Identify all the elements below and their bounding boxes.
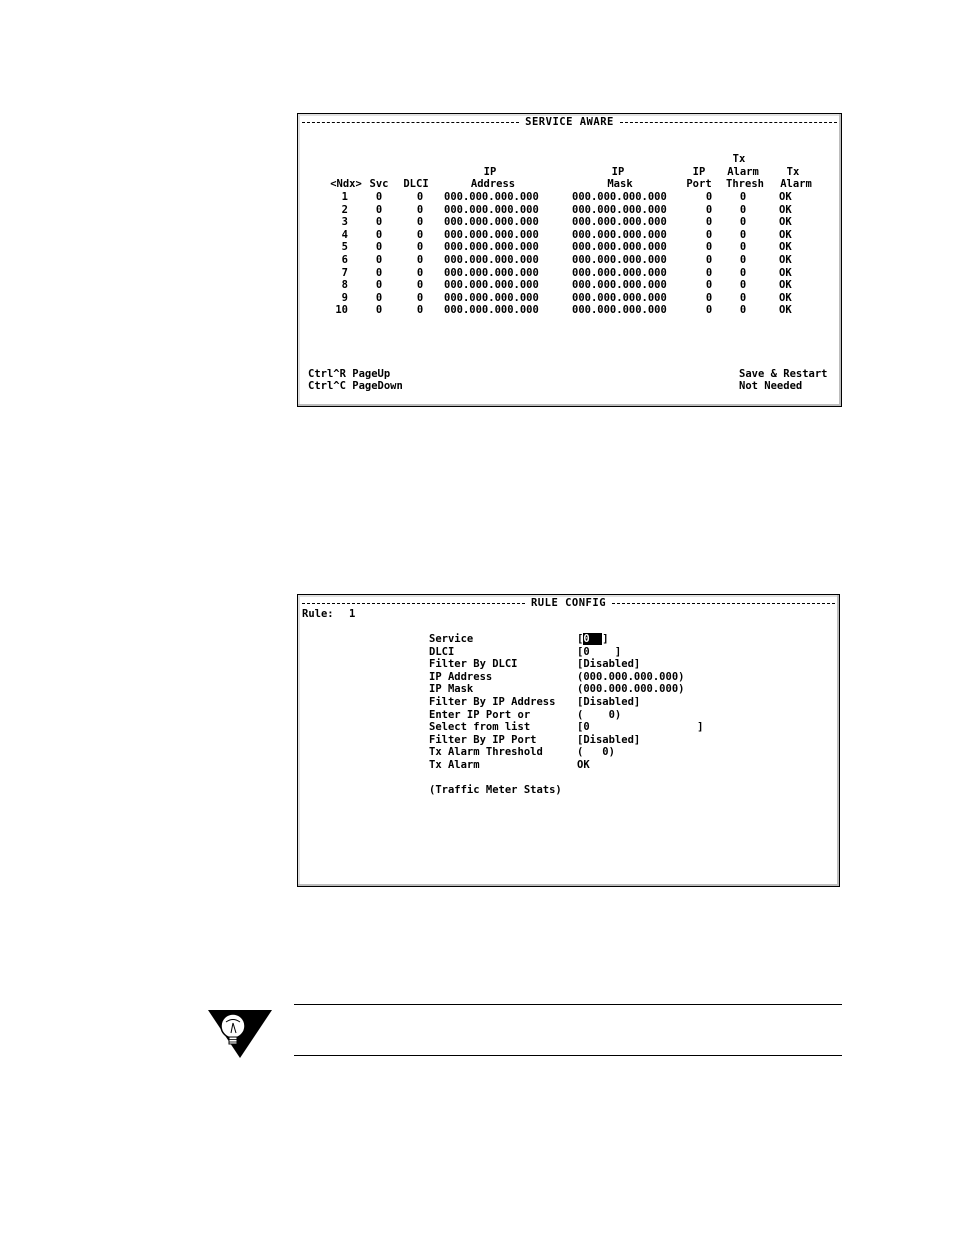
cell-dlci: 0: [416, 279, 424, 292]
cell-ip-mask: 000.000.000.000: [572, 304, 667, 317]
header-tx-alarm-1: Tx: [786, 166, 800, 178]
cell-ip-mask: 000.000.000.000: [572, 279, 667, 292]
cell-ip-mask: 000.000.000.000: [572, 241, 667, 254]
config-field-value[interactable]: (000.000.000.000): [577, 670, 685, 683]
config-field-value[interactable]: ( 0): [577, 708, 622, 721]
cell-tx-alarm: OK: [779, 304, 792, 317]
cell-svc: 0: [375, 279, 383, 292]
header-svc: Svc: [369, 178, 389, 190]
header-ip-mask-1: IP: [611, 166, 625, 178]
cell-ip-mask: 000.000.000.000: [572, 191, 667, 203]
cell-ip-port: 0: [705, 228, 713, 241]
save-restart-status: Not Needed: [739, 380, 803, 392]
config-field-label: Service: [429, 633, 474, 645]
note-top-rule: [294, 1004, 842, 1005]
rule-number: 1: [349, 608, 356, 620]
cell-ndx: 10: [335, 304, 348, 317]
cell-alarm-thresh: 0: [739, 291, 747, 304]
cell-ip-mask: 000.000.000.000: [572, 266, 667, 279]
cell-ip-address: 000.000.000.000: [444, 228, 539, 241]
service-aware-title-bar: [302, 115, 837, 129]
config-field-label: IP Address: [429, 670, 493, 683]
cell-svc: 0: [375, 228, 383, 241]
cell-tx-alarm: OK: [779, 216, 792, 229]
rule-config-title-bar: [302, 596, 835, 610]
config-field-value[interactable]: [Disabled]: [577, 733, 641, 746]
page-up-hint: Ctrl^R PageUp: [308, 368, 391, 380]
cell-ip-address: 000.000.000.000: [444, 254, 539, 266]
config-field-label: Enter IP Port or: [429, 708, 531, 721]
cell-tx-alarm: OK: [779, 266, 792, 279]
cell-ip-mask: 000.000.000.000: [572, 216, 667, 229]
header-tx-alarm-thresh-1: Tx: [732, 153, 746, 165]
config-field-value[interactable]: [0 ]: [577, 721, 704, 734]
cell-tx-alarm: OK: [779, 241, 792, 254]
cell-dlci: 0: [416, 216, 424, 229]
config-field-label: IP Mask: [429, 683, 474, 696]
cell-ip-port: 0: [705, 304, 713, 317]
cell-tx-alarm: OK: [779, 203, 792, 216]
cell-svc: 0: [375, 266, 383, 279]
page-down-hint: Ctrl^C PageDown: [308, 380, 403, 392]
cell-ndx: 6: [341, 254, 348, 266]
config-field-label: Filter By IP Port: [429, 733, 537, 746]
cell-ip-port: 0: [705, 291, 713, 304]
header-ip-address-2: Address: [470, 178, 516, 190]
traffic-meter-stats-link[interactable]: (Traffic Meter Stats): [429, 784, 562, 796]
cell-svc: 0: [375, 304, 383, 317]
header-ip-port-1: IP: [692, 166, 706, 178]
cell-dlci: 0: [416, 203, 424, 216]
cell-alarm-thresh: 0: [739, 203, 747, 216]
service-aware-screen: [297, 113, 842, 407]
cell-alarm-thresh: 0: [739, 228, 747, 241]
cell-svc: 0: [375, 203, 383, 216]
cell-ndx: 9: [341, 291, 348, 304]
header-ndx: <Ndx>: [330, 178, 362, 190]
cell-ndx: 4: [341, 228, 348, 241]
header-tx-alarm-thresh-3: Thresh: [726, 178, 764, 190]
cell-alarm-thresh: 0: [739, 304, 747, 317]
cell-svc: 0: [375, 241, 383, 254]
cell-dlci: 0: [416, 254, 424, 266]
cell-alarm-thresh: 0: [739, 216, 747, 229]
rule-label: Rule:: [302, 608, 334, 620]
cell-tx-alarm: OK: [779, 254, 792, 266]
cell-ip-mask: 000.000.000.000: [572, 203, 667, 216]
header-tx-alarm-thresh-2: Alarm: [727, 166, 759, 178]
config-field-value[interactable]: (000.000.000.000): [577, 683, 685, 696]
cell-alarm-thresh: 0: [739, 191, 747, 203]
cell-ndx: 1: [341, 191, 348, 203]
cell-ip-port: 0: [705, 279, 713, 292]
cell-ip-mask: 000.000.000.000: [572, 291, 667, 304]
service-aware-title: SERVICE AWARE: [525, 115, 614, 128]
config-field-label: Tx Alarm Threshold: [429, 746, 543, 759]
cell-tx-alarm: OK: [779, 191, 792, 203]
cell-dlci: 0: [416, 266, 424, 279]
config-field-value[interactable]: [Disabled]: [577, 696, 641, 708]
header-ip-mask-2: Mask: [607, 178, 633, 190]
note-bottom-rule: [294, 1055, 842, 1056]
config-field-value[interactable]: [0 ]: [577, 645, 622, 658]
cell-ip-port: 0: [705, 216, 713, 229]
config-field-label: Select from list: [429, 721, 531, 734]
cell-ip-port: 0: [705, 203, 713, 216]
cell-alarm-thresh: 0: [739, 279, 747, 292]
cell-ndx: 8: [341, 279, 348, 292]
cell-tx-alarm: OK: [779, 228, 792, 241]
service-bracket-open: [: [577, 633, 584, 645]
cell-dlci: 0: [416, 291, 424, 304]
cell-ip-mask: 000.000.000.000: [572, 254, 667, 266]
cell-svc: 0: [375, 216, 383, 229]
lightbulb-note-icon: [206, 1008, 274, 1060]
cell-dlci: 0: [416, 304, 424, 317]
rule-config-title: RULE CONFIG: [530, 596, 607, 609]
config-field-value[interactable]: [577, 633, 609, 646]
save-restart-label: Save & Restart: [739, 368, 828, 380]
cell-svc: 0: [375, 291, 383, 304]
cell-ip-address: 000.000.000.000: [444, 216, 539, 229]
service-bracket-close: ]: [602, 633, 609, 645]
cell-dlci: 0: [416, 241, 424, 254]
cell-ndx: 2: [341, 203, 348, 216]
cell-ip-address: 000.000.000.000: [444, 241, 539, 254]
header-dlci: DLCI: [403, 178, 429, 190]
cell-ip-address: 000.000.000.000: [444, 291, 539, 304]
cell-tx-alarm: OK: [779, 291, 792, 304]
cell-ip-address: 000.000.000.000: [444, 203, 539, 216]
cell-ip-port: 0: [705, 191, 713, 203]
cell-ip-port: 0: [705, 254, 713, 266]
header-ip-address-1: IP: [483, 166, 497, 178]
cell-alarm-thresh: 0: [739, 254, 747, 266]
config-field-value[interactable]: [Disabled]: [577, 658, 641, 671]
config-field-label: Filter By IP Address: [429, 696, 556, 708]
config-field-label: Filter By DLCI: [429, 658, 518, 671]
cell-tx-alarm: OK: [779, 279, 792, 292]
cell-alarm-thresh: 0: [739, 241, 747, 254]
header-tx-alarm-2: Alarm: [780, 178, 812, 190]
cell-ip-port: 0: [705, 241, 713, 254]
cell-dlci: 0: [416, 228, 424, 241]
cell-ip-address: 000.000.000.000: [444, 279, 539, 292]
rule-config-screen: [297, 594, 840, 887]
cell-ndx: 3: [341, 216, 348, 229]
config-field-value[interactable]: ( 0): [577, 746, 615, 759]
cell-alarm-thresh: 0: [739, 266, 747, 279]
cell-ip-address: 000.000.000.000: [444, 191, 539, 203]
cell-dlci: 0: [416, 191, 424, 203]
cell-ip-address: 000.000.000.000: [444, 304, 539, 317]
cell-svc: 0: [375, 254, 383, 266]
config-field-value[interactable]: OK: [577, 759, 590, 771]
config-field-label: DLCI: [429, 645, 455, 658]
config-field-label: Tx Alarm: [429, 759, 480, 771]
cell-ndx: 7: [341, 266, 348, 279]
header-ip-port-2: Port: [686, 178, 712, 190]
service-input-cursor[interactable]: 0: [583, 633, 603, 645]
cell-svc: 0: [375, 191, 383, 203]
cell-ndx: 5: [341, 241, 348, 254]
cell-ip-address: 000.000.000.000: [444, 266, 539, 279]
cell-ip-mask: 000.000.000.000: [572, 228, 667, 241]
cell-ip-port: 0: [705, 266, 713, 279]
